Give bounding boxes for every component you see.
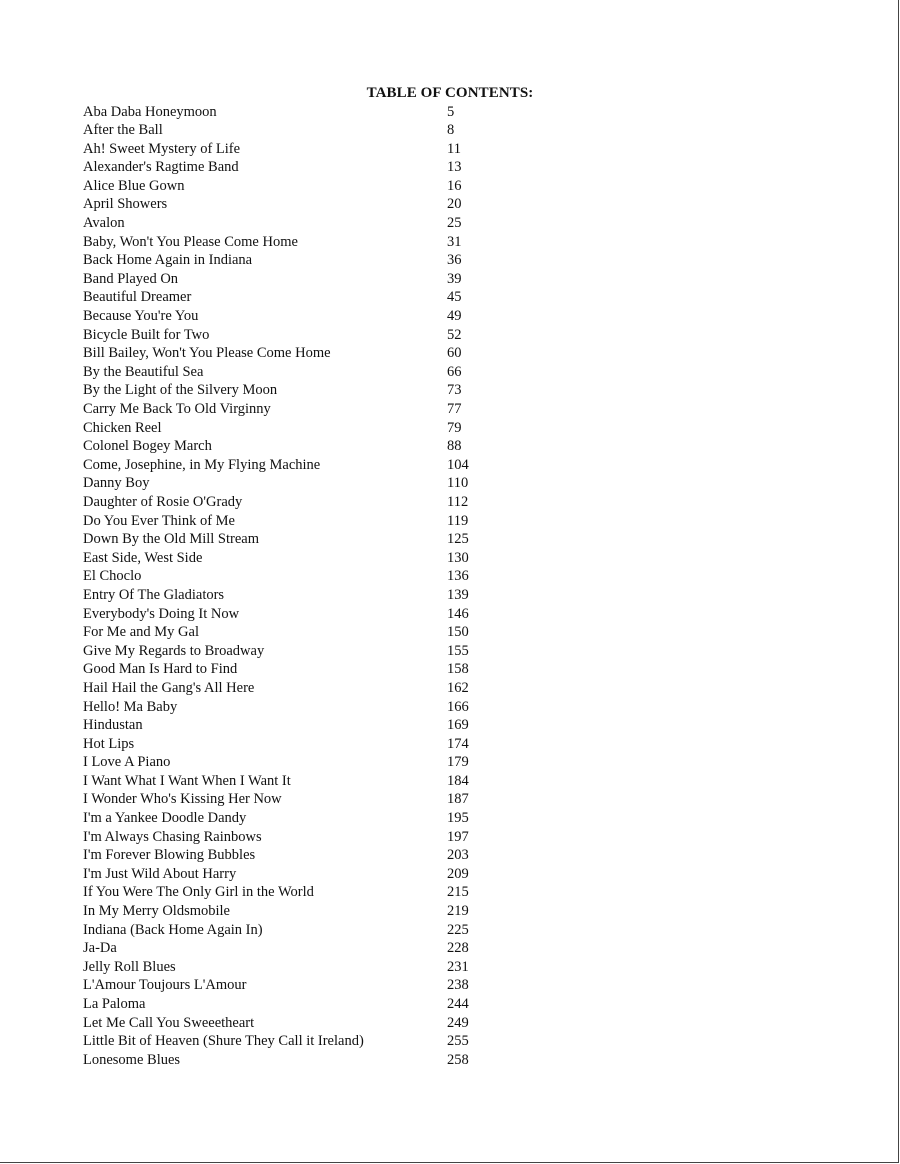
toc-page-number: 79 [447, 419, 462, 436]
toc-song-title: Give My Regards to Broadway [83, 642, 265, 659]
toc-entry [83, 753, 503, 772]
toc-entry [83, 828, 503, 847]
toc-entry [83, 158, 503, 177]
toc-page-number: 244 [447, 996, 469, 1012]
toc-page-number: 130 [447, 549, 469, 566]
toc-entry [83, 493, 503, 512]
toc-song-title: Down By the Old Mill Stream [83, 531, 260, 548]
toc-song-title: Entry Of The Gladiators [83, 586, 225, 603]
toc-page-number: 119 [447, 512, 469, 529]
toc-entry [83, 865, 503, 884]
toc-page-number: 110 [447, 475, 469, 492]
toc-entry [83, 605, 503, 624]
toc-page-number: 209 [447, 865, 469, 882]
toc-page-number: 166 [447, 698, 469, 715]
toc-page-number: 231 [447, 958, 469, 975]
toc-song-title: Ah! Sweet Mystery of Life [83, 140, 241, 157]
toc-page-number: 139 [447, 586, 469, 603]
toc-song-title: I'm Forever Blowing Bubbles [83, 847, 256, 864]
toc-page-number: 52 [447, 326, 462, 343]
toc-song-title: I'm Just Wild About Harry [83, 865, 237, 882]
toc-song-title: Hot Lips [83, 735, 135, 752]
toc-page-number: 60 [447, 345, 462, 362]
toc-page-number: 255 [447, 1033, 469, 1050]
toc-song-title: Avalon [83, 215, 125, 232]
toc-entry [83, 400, 503, 419]
toc-page-number: 225 [447, 921, 469, 938]
toc-entry [83, 326, 503, 345]
toc-entry [83, 195, 503, 214]
toc-page-number: 45 [447, 289, 462, 306]
toc-song-title: In My Merry Oldsmobile [83, 903, 230, 920]
toc-page-number: 219 [447, 903, 469, 920]
toc-song-title: Carry Me Back To Old Virginny [83, 401, 271, 417]
toc-page-number: 36 [447, 252, 462, 269]
toc-song-title: El Choclo [83, 568, 142, 585]
toc-page-number: 169 [447, 717, 469, 734]
toc-entry [83, 995, 503, 1014]
toc-page-number: 249 [447, 1014, 469, 1031]
toc-page-number: 16 [447, 177, 462, 194]
toc-page-number: 187 [447, 791, 469, 808]
toc-song-title: By the Beautiful Sea [83, 363, 204, 380]
toc-entry [83, 214, 503, 233]
toc-entry [83, 623, 503, 642]
toc-song-title: By the Light of the Silvery Moon [83, 382, 278, 399]
toc-song-title: Jelly Roll Blues [83, 958, 176, 975]
toc-page-number: 150 [447, 624, 469, 641]
toc-song-title: Everybody's Doing It Now [83, 605, 240, 622]
toc-page-number: 258 [447, 1051, 469, 1068]
toc-song-title: L'Amour Toujours L'Amour [83, 977, 247, 994]
toc-page-number: 197 [447, 828, 469, 845]
toc-song-title: La Paloma [83, 996, 146, 1012]
toc-entry [83, 976, 503, 995]
toc-page-number: 162 [447, 679, 469, 696]
toc-entry [83, 103, 503, 122]
toc-entry [83, 474, 503, 493]
toc-page-number: 195 [447, 810, 469, 827]
toc-song-title: I Wonder Who's Kissing Her Now [83, 791, 282, 808]
toc-song-title: Lonesome Blues [83, 1051, 181, 1068]
toc-page-number: 31 [447, 233, 462, 250]
toc-entry [83, 251, 503, 270]
toc-song-title: For Me and My Gal [83, 624, 199, 641]
toc-song-title: I'm Always Chasing Rainbows [83, 828, 262, 845]
toc-song-title: East Side, West Side [83, 549, 203, 566]
toc-entry [83, 660, 503, 679]
toc-entry [83, 809, 503, 828]
toc-song-title: Because You're You [83, 308, 199, 325]
toc-entry [83, 698, 503, 717]
toc-song-title: April Showers [83, 196, 168, 213]
toc-song-title: Hail Hail the Gang's All Here [83, 679, 255, 696]
toc-entry [83, 716, 503, 735]
toc-page-number: 5 [447, 103, 455, 120]
toc-page-number: 125 [447, 531, 469, 548]
toc-entry [83, 846, 503, 865]
toc-entry [83, 437, 503, 456]
toc-title: TABLE OF CONTENTS: [366, 85, 534, 101]
toc-entry [83, 921, 503, 940]
toc-song-title: Danny Boy [83, 475, 150, 492]
toc-page-number: 13 [447, 159, 462, 176]
toc-song-title: Bicycle Built for Two [83, 326, 210, 343]
toc-page-number: 8 [447, 122, 455, 139]
toc-song-title: Band Played On [83, 270, 179, 287]
toc-song-title: Daughter of Rosie O'Grady [83, 493, 243, 510]
toc-entry [83, 307, 503, 326]
toc-page-number: 203 [447, 847, 469, 864]
toc-song-title: Do You Ever Think of Me [83, 512, 235, 529]
toc-page-number: 25 [447, 215, 462, 232]
toc-entry [83, 586, 503, 605]
toc-page-number: 39 [447, 270, 462, 287]
toc-entry [83, 549, 503, 568]
toc-entry [83, 939, 503, 958]
toc-entry [83, 456, 503, 475]
toc-song-title: Let Me Call You Sweeetheart [83, 1014, 255, 1031]
toc-song-title: Chicken Reel [83, 419, 162, 436]
toc-page-number: 49 [447, 308, 462, 325]
toc-page-number: 146 [447, 605, 469, 622]
toc-page-number: 228 [447, 940, 469, 957]
toc-entry [83, 902, 503, 921]
toc-entry [83, 233, 503, 252]
toc-song-title: After the Ball [83, 122, 163, 139]
toc-entry [83, 270, 503, 289]
toc-page-number: 73 [447, 382, 462, 399]
toc-entry [83, 288, 503, 307]
toc-page-number: 112 [447, 493, 469, 510]
toc-page-number: 174 [447, 735, 469, 752]
toc-page-number: 238 [447, 977, 469, 994]
toc-page-number: 11 [447, 140, 461, 157]
toc-song-title: Hello! Ma Baby [83, 698, 178, 715]
toc-entry [83, 530, 503, 549]
toc-entry [83, 1014, 503, 1033]
toc-page-number: 88 [447, 438, 462, 455]
toc-song-title: Aba Daba Honeymoon [83, 103, 217, 120]
toc-entry [83, 772, 503, 791]
toc-page-number: 158 [447, 661, 469, 678]
toc-song-title: Good Man Is Hard to Find [83, 661, 238, 678]
toc-page-number: 77 [447, 401, 462, 417]
toc-page-number: 155 [447, 642, 469, 659]
toc-entry [83, 121, 503, 140]
toc-song-title: Ja-Da [83, 940, 117, 957]
toc-entry [83, 512, 503, 531]
toc-song-title: Colonel Bogey March [83, 438, 212, 455]
toc-page-number: 20 [447, 196, 462, 213]
toc-entry [83, 958, 503, 977]
toc-song-title: I Love A Piano [83, 754, 171, 771]
toc-song-title: I Want What I Want When I Want It [83, 772, 291, 789]
toc-entry [83, 642, 503, 661]
toc-entry [83, 883, 503, 902]
toc-entry [83, 140, 503, 159]
toc-entry [83, 790, 503, 809]
toc-entry [83, 1032, 503, 1051]
toc-entry [83, 419, 503, 438]
toc-song-title: Alexander's Ragtime Band [83, 159, 239, 176]
toc-entry [83, 381, 503, 400]
toc-page-number: 66 [447, 363, 462, 380]
toc-entry [83, 363, 503, 382]
toc-song-title: Come, Josephine, in My Flying Machine [83, 456, 321, 473]
toc-page-number: 215 [447, 884, 469, 901]
toc-page-number: 179 [447, 754, 469, 771]
toc-song-title: Alice Blue Gown [83, 177, 185, 194]
toc-song-title: Indiana (Back Home Again In) [83, 921, 263, 938]
toc-entry [83, 735, 503, 754]
toc-page-number: 104 [447, 456, 469, 473]
toc-page-number: 136 [447, 568, 469, 585]
toc-list [83, 103, 503, 1070]
toc-song-title: Little Bit of Heaven (Shure They Call it Ireland) [83, 1033, 364, 1050]
toc-song-title: Hindustan [83, 717, 143, 734]
toc-entry [83, 177, 503, 196]
toc-song-title: I'm a Yankee Doodle Dandy [83, 810, 247, 827]
toc-song-title: Bill Bailey, Won't You Please Come Home [83, 345, 331, 362]
toc-entry [83, 567, 503, 586]
toc-song-title: Beautiful Dreamer [83, 289, 192, 306]
toc-entry [83, 344, 503, 363]
toc-song-title: Baby, Won't You Please Come Home [83, 233, 298, 250]
toc-entry [83, 679, 503, 698]
toc-song-title: If You Were The Only Girl in the World [83, 884, 314, 901]
toc-song-title: Back Home Again in Indiana [83, 252, 253, 269]
toc-entry [83, 1051, 503, 1070]
toc-page-number: 184 [447, 772, 469, 789]
